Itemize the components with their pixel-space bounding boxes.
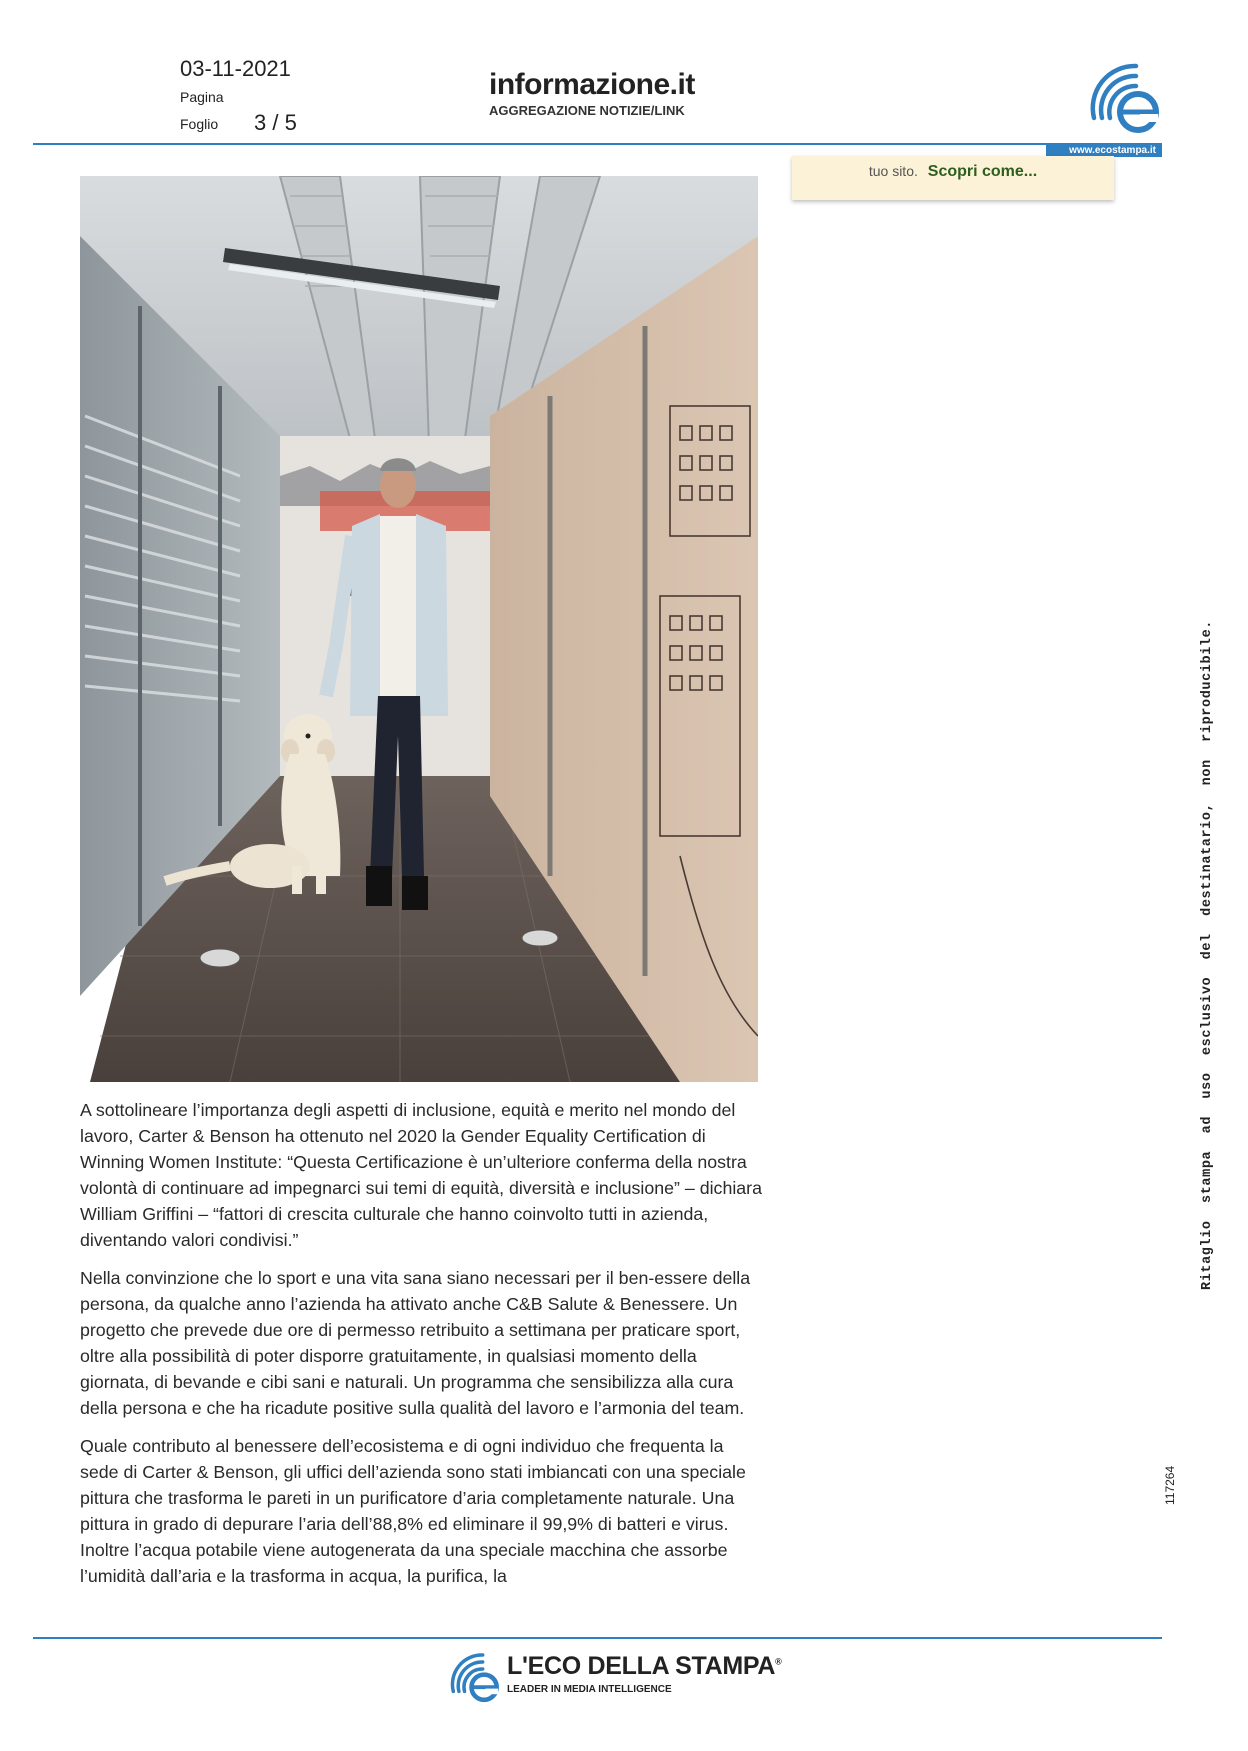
footer-tagline: LEADER IN MEDIA INTELLIGENCE [507, 1684, 672, 1695]
article-paragraph: Nella convinzione che lo sport e una vita sana siano necessari per il ben-essere della persona, da qualche anno l’azienda ha attivato anche C&B Salute & Benessere. Un progetto che prevede due ore di permesso retribuito a settimana per praticare sport, oltre alla possibilità di poter disporre gratuitamente, in qualsiasi momento della giornata, di bevande e cibi sani e naturali. Un programma che sensibilizza alla cura della persona e che ha ricadute positive sulla qualità del lavoro e l’armonia del team. [80, 1268, 751, 1418]
article-paragraph: A sottolineare l’importanza degli aspetti di inclusione, equità e merito nel mondo del lavoro, Carter & Benson ha ottenuto nel 2020 la Gender Equality Certification di Winning Women Institute: “Questa Certificazione è un’ulteriore conferma della nostra volontà di continuare ad impegnarci sui temi di equità, diversità e inclusione” – dichiara William Griffini – “fattori di crescita culturale che hanno coinvolto tutti in azienda, diventando valori condivisi.” [80, 1100, 762, 1250]
footer-brand [507, 1652, 781, 1681]
footer-divider [33, 1637, 1162, 1639]
header-divider [33, 143, 1162, 145]
clip-date: 03-11-2021 [180, 56, 291, 81]
article-paragraph: Quale contributo al benessere dell’ecosistema e di ogni individuo che frequenta la sede di Carter & Benson, gli uffici dell’azienda sono stati imbiancati con una speciale pittura che trasforma le pareti in un purificatore d’aria completamente naturale. Una pittura in grado di depurare l’aria dell’88,8% ed eliminare il 99,9% di batteri e virus. Inoltre l’acqua potabile viene autogenerata da una speciale macchina che assorbe l’umidità dall’aria e la trasforma in acqua, la purifica, la [80, 1436, 746, 1586]
eco-url-tag: www.ecostampa.it [1046, 144, 1162, 157]
ad-link[interactable]: Scopri come... [927, 163, 1038, 180]
foglio-label: Foglio [180, 116, 219, 132]
article-photo [80, 176, 758, 1082]
clip-code: 117264 [1163, 1465, 1177, 1505]
foglio-value: 3 / 5 [254, 110, 297, 135]
footer-brand-name: L'ECO DELLA STAMPA [507, 1652, 776, 1680]
eco-logo-icon [1088, 56, 1162, 136]
source-subtitle: AGGREGAZIONE NOTIZIE/LINK [489, 103, 685, 118]
source-title: informazione.it [489, 68, 695, 101]
article-body [80, 1097, 765, 1601]
pagina-label: Pagina [180, 89, 224, 105]
ad-text: tuo sito. [868, 163, 918, 179]
ad-box [792, 156, 1114, 200]
registered-mark: ® [775, 1656, 782, 1667]
reproduction-notice: Ritaglio stampa ad uso esclusivo del destinatario, non riproducibile. [1200, 619, 1215, 1290]
eco-della-stampa-logo-icon [447, 1648, 503, 1704]
